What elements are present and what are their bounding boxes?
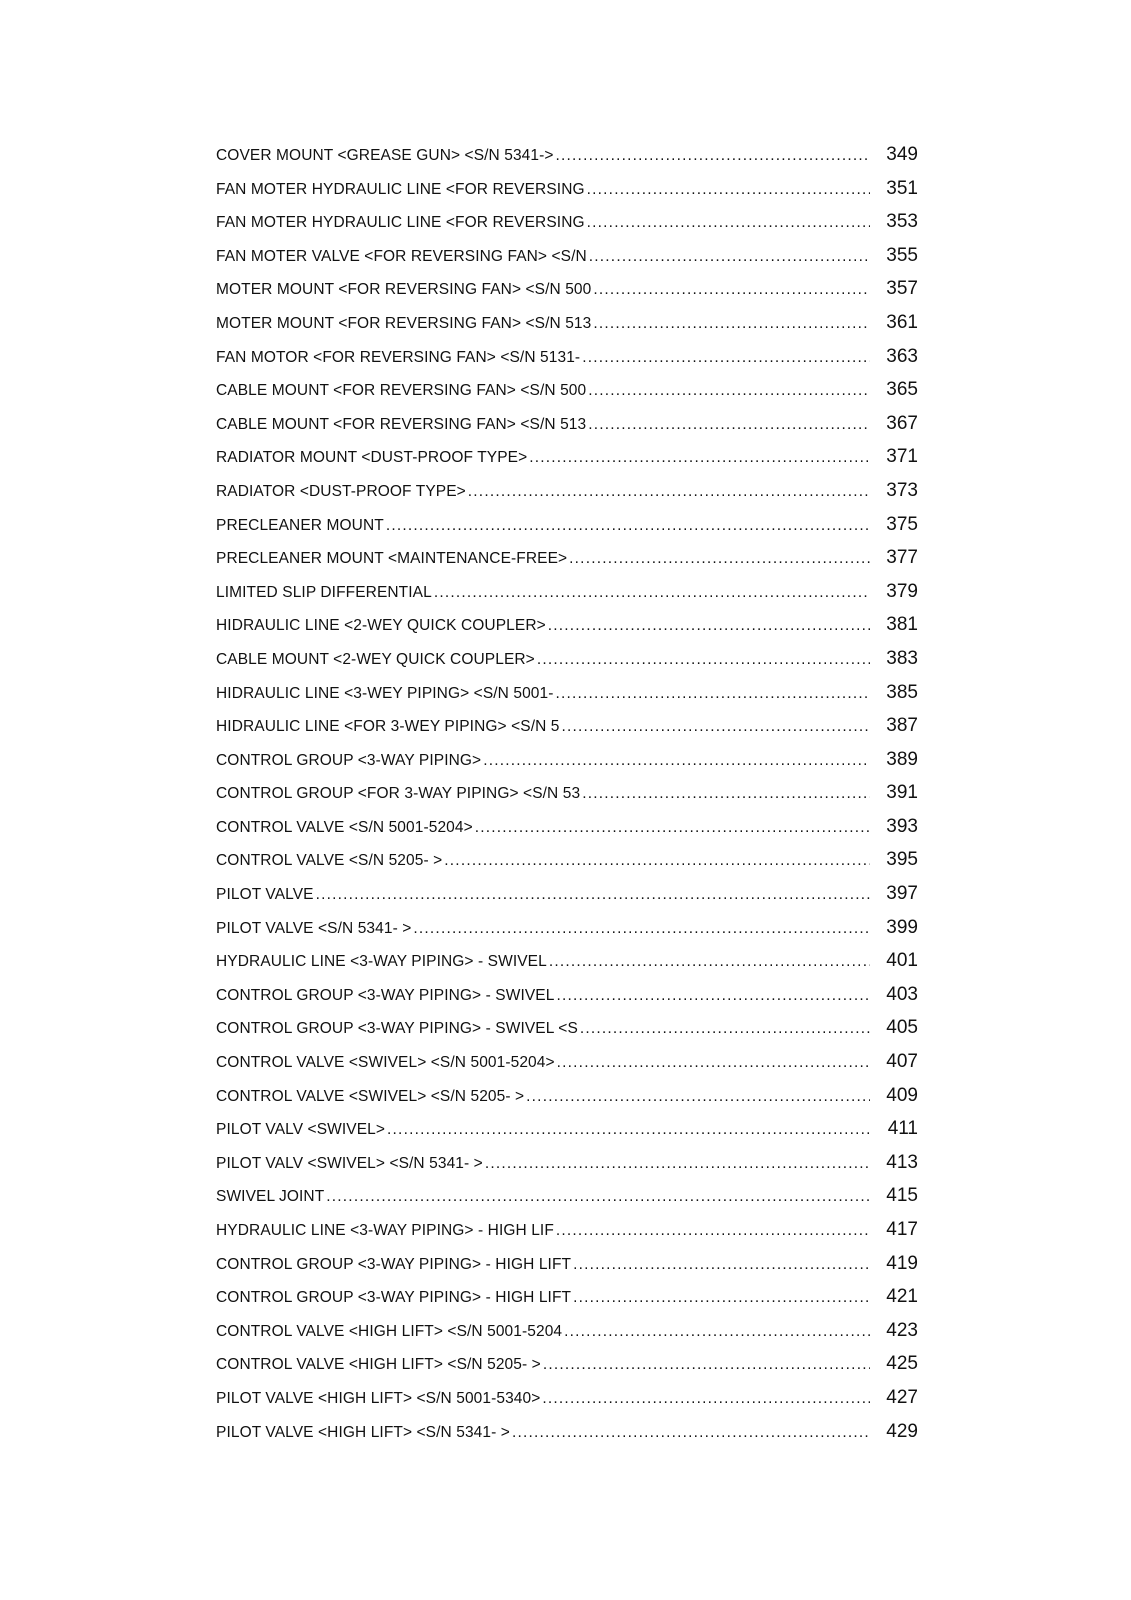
toc-entry-title: HIDRAULIC LINE <FOR 3-WEY PIPING> <S/N 5 [216,718,560,736]
toc-entry [216,1253,918,1287]
toc-entry-page-number: 379 [886,580,918,602]
dot-leader [512,1424,870,1442]
toc-entry-page-number: 403 [886,983,918,1005]
toc-entry-page-number: 363 [886,345,918,367]
toc-entry-title: MOTER MOUNT <FOR REVERSING FAN> <S/N 513 [216,314,592,332]
toc-entry-page-number: 409 [886,1084,918,1106]
dot-leader [444,852,870,870]
toc-entry-page-number: 375 [886,513,918,535]
toc-entry-page-number: 389 [886,748,918,770]
toc-entry [216,1152,918,1186]
dot-leader [483,752,870,770]
toc-entry-title: RADIATOR MOUNT <DUST-PROOF TYPE> [216,449,528,467]
toc-entry-page-number: 413 [886,1151,918,1173]
toc-entry-title: CABLE MOUNT <2-WEY QUICK COUPLER> [216,650,535,668]
toc-entry [216,1051,918,1085]
dot-leader [556,685,870,703]
toc-entry-page-number: 421 [886,1286,918,1308]
dot-leader [548,617,870,635]
toc-entry [216,144,918,178]
toc-entry-title: CONTROL VALVE <HIGH LIFT> <S/N 5205- > [216,1356,541,1374]
dot-leader [556,987,870,1005]
toc-entry-page-number: 429 [886,1420,918,1442]
toc-entry [216,1353,918,1387]
dot-leader [556,1222,870,1240]
dot-leader [588,416,870,434]
toc-entry [216,379,918,413]
toc-entry [216,211,918,245]
toc-entry-title: CONTROL GROUP <3-WAY PIPING> [216,751,482,769]
toc-entry-title: SWIVEL JOINT [216,1188,325,1206]
dot-leader [475,819,870,837]
toc-entry-title: FAN MOTER HYDRAULIC LINE <FOR REVERSING [216,214,585,232]
dot-leader [326,1188,870,1206]
toc-entry [216,782,918,816]
toc-entry-title: PILOT VALVE <S/N 5341- > [216,919,412,937]
dot-leader [588,382,870,400]
toc-entry [216,581,918,615]
toc-entry-page-number: 419 [886,1252,918,1274]
dot-leader [387,1121,870,1139]
dot-leader [543,1356,870,1374]
dot-leader [589,248,870,266]
dot-leader [587,214,870,232]
toc-entry-page-number: 381 [886,614,918,636]
toc-entry-page-number: 365 [886,379,918,401]
toc-entry-page-number: 349 [886,144,918,165]
dot-leader [549,953,870,971]
toc-entry-page-number: 351 [886,177,918,199]
toc-entry-title: CONTROL GROUP <3-WAY PIPING> - SWIVEL [216,986,555,1004]
toc-entry-title: CABLE MOUNT <FOR REVERSING FAN> <S/N 500 [216,382,587,400]
toc-entry-page-number: 371 [886,446,918,468]
dot-leader [564,1323,870,1341]
toc-entry [216,1286,918,1320]
toc-entry-page-number: 405 [886,1017,918,1039]
toc-entry [216,816,918,850]
toc-entry [216,480,918,514]
toc-entry-title: FAN MOTER VALVE <FOR REVERSING FAN> <S/N [216,247,587,265]
toc-entry-page-number: 361 [886,311,918,333]
dot-leader [468,483,870,501]
toc-entry-title: PILOT VALV <SWIVEL> <S/N 5341- > [216,1154,483,1172]
dot-leader [413,920,870,938]
toc-entry-title: CONTROL VALVE <SWIVEL> <S/N 5001-5204> [216,1054,555,1072]
toc-entry-page-number: 385 [886,681,918,703]
toc-entry-title: LIMITED SLIP DIFFERENTIAL [216,583,432,601]
toc-entry-page-number: 395 [886,849,918,871]
toc-entry-page-number: 353 [886,211,918,233]
toc-entry-title: CONTROL VALVE <HIGH LIFT> <S/N 5001-5204 [216,1322,563,1340]
toc-entry-title: RADIATOR <DUST-PROOF TYPE> [216,482,466,500]
toc-entry [216,178,918,212]
toc-entry-title: CONTROL GROUP <FOR 3-WAY PIPING> <S/N 53 [216,785,581,803]
toc-entry [216,1017,918,1051]
toc-entry [216,917,918,951]
dot-leader [526,1088,870,1106]
toc-entry [216,1085,918,1119]
toc-entry-title: HYDRAULIC LINE <3-WAY PIPING> - SWIVEL [216,953,547,971]
dot-leader [573,1289,870,1307]
toc-entry-title: HIDRAULIC LINE <3-WEY PIPING> <S/N 5001- [216,684,554,702]
dot-leader [556,147,870,165]
toc-entry-title: CONTROL VALVE <S/N 5205- > [216,852,443,870]
toc-entry [216,749,918,783]
toc-entry [216,648,918,682]
toc-entry [216,278,918,312]
dot-leader [580,1020,870,1038]
toc-entry-page-number: 417 [886,1219,918,1240]
dot-leader [569,550,870,568]
dot-leader [386,517,870,535]
toc-entry [216,446,918,480]
dot-leader [562,718,870,736]
toc-entry-title: HIDRAULIC LINE <2-WEY QUICK COUPLER> [216,617,546,635]
toc-entry-title: CONTROL VALVE <S/N 5001-5204> [216,818,473,836]
toc-entry [216,1421,918,1455]
toc-entry [216,614,918,648]
dot-leader [587,181,870,199]
toc-entry-page-number: 411 [887,1118,918,1140]
toc-entry-title: FAN MOTOR <FOR REVERSING FAN> <S/N 5131- [216,348,581,366]
toc-entry-title: PILOT VALVE <HIGH LIFT> <S/N 5001-5340> [216,1389,541,1407]
toc-entry-page-number: 407 [886,1051,918,1073]
toc-entry-page-number: 373 [886,479,918,501]
dot-leader [485,1155,870,1173]
toc-entry-title: PILOT VALVE [216,886,314,904]
toc-entry-page-number: 391 [886,782,918,804]
toc-entry-page-number: 427 [886,1386,918,1408]
toc-entry-page-number: 397 [886,883,918,905]
toc-entry-page-number: 423 [886,1319,918,1341]
toc-entry [216,1387,918,1421]
dot-leader [582,349,870,367]
dot-leader [557,1054,870,1072]
dot-leader [529,449,870,467]
dot-leader [582,785,870,803]
toc-entry [216,715,918,749]
dot-leader [593,315,870,333]
toc-entry-title: PRECLEANER MOUNT <MAINTENANCE-FREE> [216,550,568,568]
toc-entry [216,1185,918,1219]
toc-entry-title: CABLE MOUNT <FOR REVERSING FAN> <S/N 513 [216,415,587,433]
toc-entry-title: CONTROL GROUP <3-WAY PIPING> - SWIVEL <S [216,1020,578,1038]
toc-entry [216,547,918,581]
toc-entry [216,1118,918,1152]
toc-entry-title: CONTROL GROUP <3-WAY PIPING> - HIGH LIFT [216,1289,572,1307]
dot-leader [593,281,870,299]
toc-entry [216,346,918,380]
toc-entry [216,682,918,716]
toc-entry-page-number: 393 [886,815,918,837]
toc-entry-title: PRECLEANER MOUNT [216,516,384,534]
dot-leader [537,651,870,669]
dot-leader [316,886,870,904]
toc-entry [216,413,918,447]
table-of-contents [216,144,918,1454]
dot-leader [573,1256,870,1274]
toc-entry [216,514,918,548]
toc-entry-page-number: 387 [886,715,918,737]
toc-entry-page-number: 367 [886,412,918,434]
toc-entry-page-number: 401 [886,950,918,972]
toc-entry-page-number: 399 [886,916,918,938]
toc-entry-title: MOTER MOUNT <FOR REVERSING FAN> <S/N 500 [216,281,592,299]
toc-entry-title: HYDRAULIC LINE <3-WAY PIPING> - HIGH LIF [216,1222,554,1239]
toc-entry-page-number: 355 [886,244,918,266]
dot-leader [542,1390,870,1408]
dot-leader [434,584,870,602]
toc-entry-page-number: 357 [886,278,918,300]
toc-entry [216,1219,918,1253]
toc-entry-title: PILOT VALVE <HIGH LIFT> <S/N 5341- > [216,1423,510,1441]
toc-entry [216,1320,918,1354]
toc-entry-page-number: 383 [886,647,918,669]
toc-entry [216,849,918,883]
toc-entry-page-number: 415 [886,1185,918,1207]
toc-entry [216,950,918,984]
toc-entry [216,312,918,346]
toc-entry-title: COVER MOUNT <GREASE GUN> <S/N 5341-> [216,147,554,164]
toc-entry-title: CONTROL VALVE <SWIVEL> <S/N 5205- > [216,1087,525,1105]
toc-entry [216,984,918,1018]
toc-entry [216,245,918,279]
toc-entry-title: PILOT VALV <SWIVEL> [216,1121,386,1139]
toc-entry-title: CONTROL GROUP <3-WAY PIPING> - HIGH LIFT [216,1255,572,1273]
toc-entry-page-number: 425 [886,1353,918,1375]
toc-entry-page-number: 377 [886,547,918,569]
toc-entry-title: FAN MOTER HYDRAULIC LINE <FOR REVERSING [216,180,585,198]
toc-entry [216,883,918,917]
